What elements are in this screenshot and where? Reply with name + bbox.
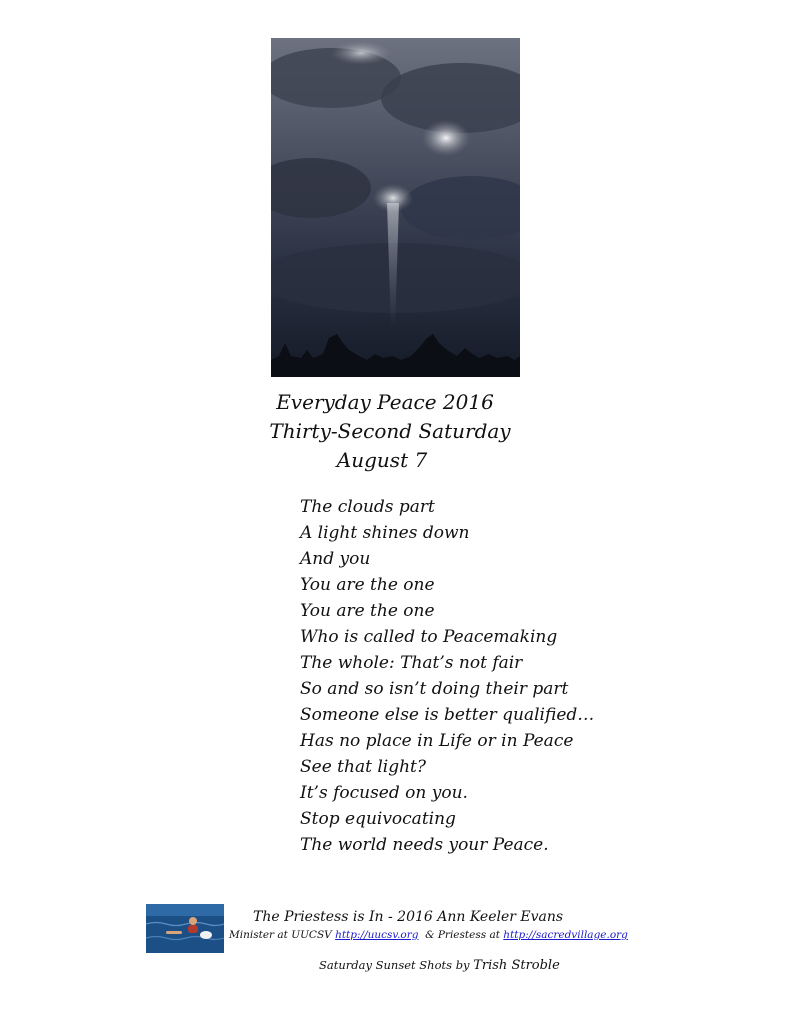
storm-clouds-icon	[271, 38, 520, 377]
heading-date: August 7	[336, 448, 428, 472]
heading-block	[240, 388, 540, 475]
poem-line: Stop equivocating	[300, 809, 456, 829]
poem-line: The world needs your Peace.	[300, 835, 549, 855]
poem-line: And you	[300, 549, 371, 569]
credit-name: Trish Stroble	[473, 958, 560, 973]
heading-title: Everyday Peace 2016	[276, 390, 494, 414]
poem-line: A light shines down	[300, 523, 470, 543]
uucsv-link[interactable]: http://uucsv.org	[335, 929, 419, 941]
poem-line: The whole: That’s not fair	[300, 653, 523, 673]
priestess-label: & Priestess at	[418, 929, 504, 941]
hero-photo	[271, 38, 520, 377]
sacredvillage-link[interactable]: http://sacredvillage.org	[503, 929, 628, 941]
poem-line: Someone else is better qualified…	[300, 705, 595, 725]
poem-line: It’s focused on you.	[300, 783, 468, 803]
photo-credit	[319, 958, 560, 973]
footer-title: The Priestess is In - 2016 Ann Keeler Evans	[253, 909, 564, 925]
swimmer-icon	[146, 904, 224, 953]
poem	[300, 494, 594, 858]
poem-line: You are the one	[300, 601, 435, 621]
credit-label: Saturday Sunset Shots by	[319, 958, 474, 972]
poem-line: So and so isn’t doing their part	[300, 679, 569, 699]
poem-line: See that light?	[300, 757, 426, 777]
heading-subtitle: Thirty-Second Saturday	[269, 419, 511, 443]
footer-affiliations	[229, 929, 628, 941]
poem-line: Who is called to Peacemaking	[300, 627, 558, 647]
poem-line: The clouds part	[300, 497, 435, 517]
poem-line: You are the one	[300, 575, 435, 595]
poem-line: Has no place in Life or in Peace	[300, 731, 574, 751]
minister-label: Minister at UUCSV	[229, 929, 336, 941]
footer-photo	[146, 904, 224, 953]
